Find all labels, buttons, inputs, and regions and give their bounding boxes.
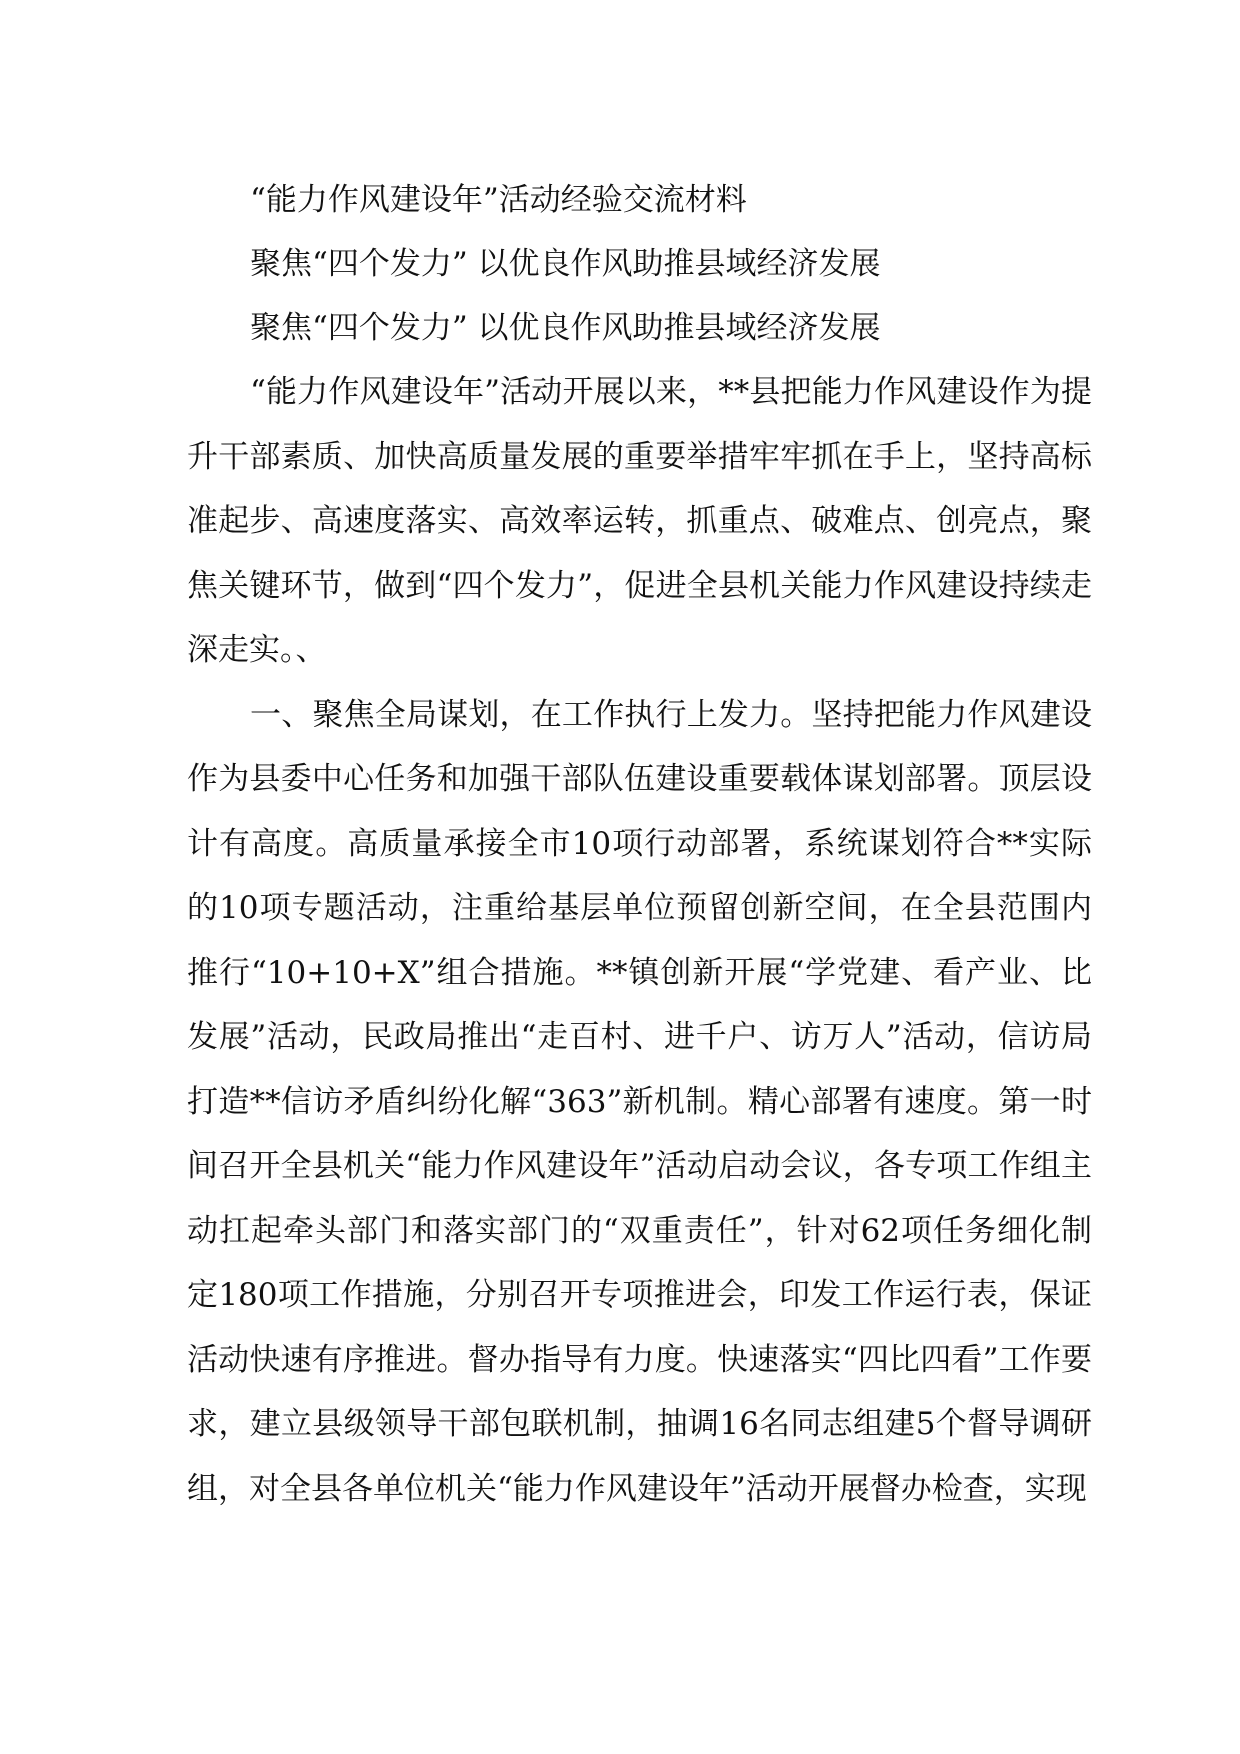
- section-one-paragraph: 一、聚焦全局谋划，在工作执行上发力。坚持把能力作风建设作为县委中心任务和加强干部队伍建设重要载体谋划部署。顶层设计有高度。高质量承接全市10项行动部署，系统谋划符合**实际的10项专题活动，注重给基层单位预留创新空间，在全县范围内推行“10+10+X”组合措施。**镇创新开展“学党建、看产业、比发展”活动，民政局推出“走百村、进千户、访万人”活动，信访局打造**信访矛盾纠纷化解“363”新机制。精心部署有速度。第一时间召开全县机关“能力作风建设年”活动启动会议，各专项工作组主动扛起牵头部门和落实部门的“双重责任”，针对62项任务细化制定180项工作措施，分别召开专项推进会，印发工作运行表，保证活动快速有序推进。督办指导有力度。快速落实“四比四看”工作要求，建立县级领导干部包联机制，抽调16名同志组建5个督导调研组，对全县各单位机关“能力作风建设年”活动开展督办检查，实现: [187, 696, 1092, 1507]
- document-content: [187, 168, 1092, 1521]
- document-title: “能力作风建设年”活动经验交流材料: [250, 182, 747, 218]
- document-subtitle-repeat: 聚焦“四个发力” 以优良作风助推县域经济发展: [250, 310, 881, 346]
- intro-paragraph: “能力作风建设年”活动开展以来，**县把能力作风建设作为提升干部素质、加快高质量发展的重要举措牢牢抓在手上，坚持高标准起步、高速度落实、高效率运转，抓重点、破难点、创亮点，聚焦关键环节，做到“四个发力”，促进全县机关能力作风建设持续走深走实。、: [187, 374, 1092, 668]
- document-subtitle: 聚焦“四个发力” 以优良作风助推县域经济发展: [250, 246, 881, 282]
